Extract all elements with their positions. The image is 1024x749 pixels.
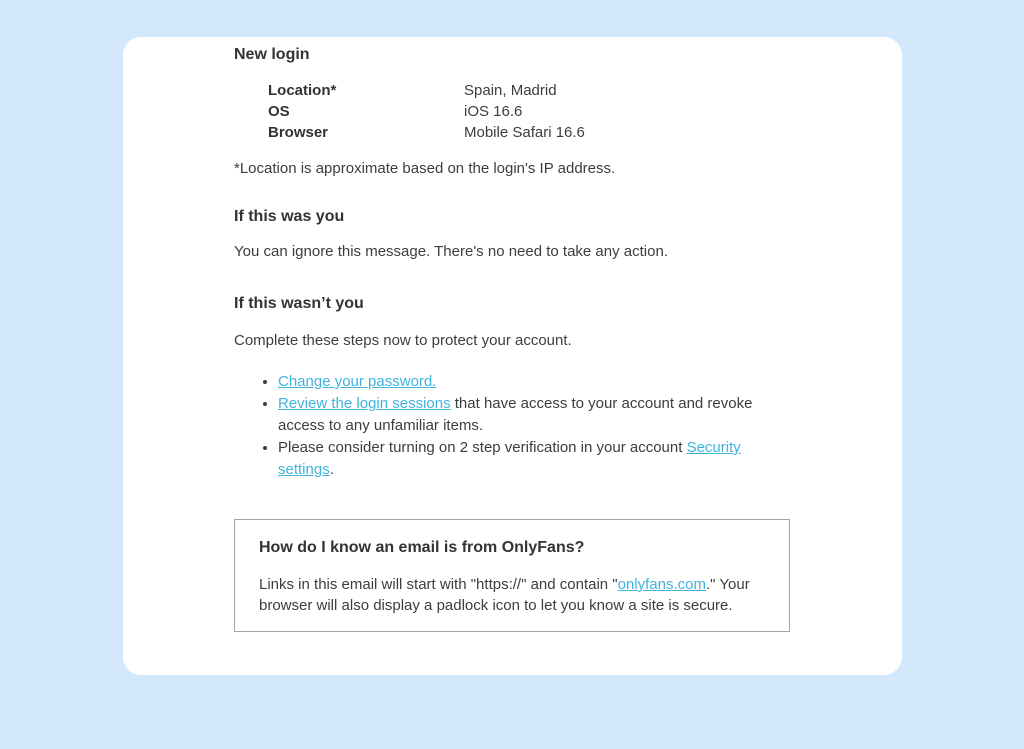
list-item — [278, 371, 790, 393]
location-footnote: *Location is approximate based on the login's IP address. — [234, 160, 616, 177]
list-item — [278, 437, 790, 481]
login-details-table — [268, 80, 790, 143]
table-row — [268, 80, 790, 101]
review-login-sessions-link[interactable]: Review the login sessions — [278, 395, 451, 412]
detail-value-location: Spain, Madrid — [464, 82, 557, 99]
detail-value-browser: Mobile Safari 16.6 — [464, 124, 585, 141]
protect-account-steps-list — [234, 371, 790, 481]
section-heading-was-you: If this was you — [234, 208, 345, 225]
table-row — [268, 101, 790, 122]
email-title: New login — [234, 46, 310, 63]
onlyfans-domain-link[interactable]: onlyfans.com — [617, 576, 706, 593]
info-box-text: Links in this email will start with "https://" and contain " — [259, 576, 618, 593]
detail-value-os: iOS 16.6 — [464, 103, 523, 120]
security-settings-link[interactable]: Security settings — [278, 439, 741, 478]
section-intro-wasnt-you: Complete these steps now to protect your account. — [234, 332, 572, 349]
change-password-link[interactable]: Change your password. — [278, 373, 437, 390]
info-box-text: ." Your browser will also display a padlock icon to let you know a site is secure. — [259, 576, 750, 614]
email-body — [234, 37, 790, 632]
info-box-body — [259, 574, 764, 616]
info-box-heading: How do I know an email is from OnlyFans? — [259, 539, 585, 556]
detail-label-location: Location* — [268, 82, 337, 99]
email-card — [123, 37, 902, 675]
step-text: . — [329, 461, 334, 478]
section-body-was-you: You can ignore this message. There's no need to take any action. — [234, 243, 668, 260]
detail-label-os: OS — [268, 103, 290, 120]
table-row — [268, 122, 790, 143]
email-authenticity-info-box — [234, 519, 790, 632]
section-heading-wasnt-you: If this wasn’t you — [234, 295, 364, 312]
detail-label-browser: Browser — [268, 124, 329, 141]
list-item — [278, 393, 790, 437]
step-text: Please consider turning on 2 step verification in your account — [278, 439, 687, 456]
step-text: that have access to your account and revoke access to any unfamiliar items. — [278, 395, 753, 434]
